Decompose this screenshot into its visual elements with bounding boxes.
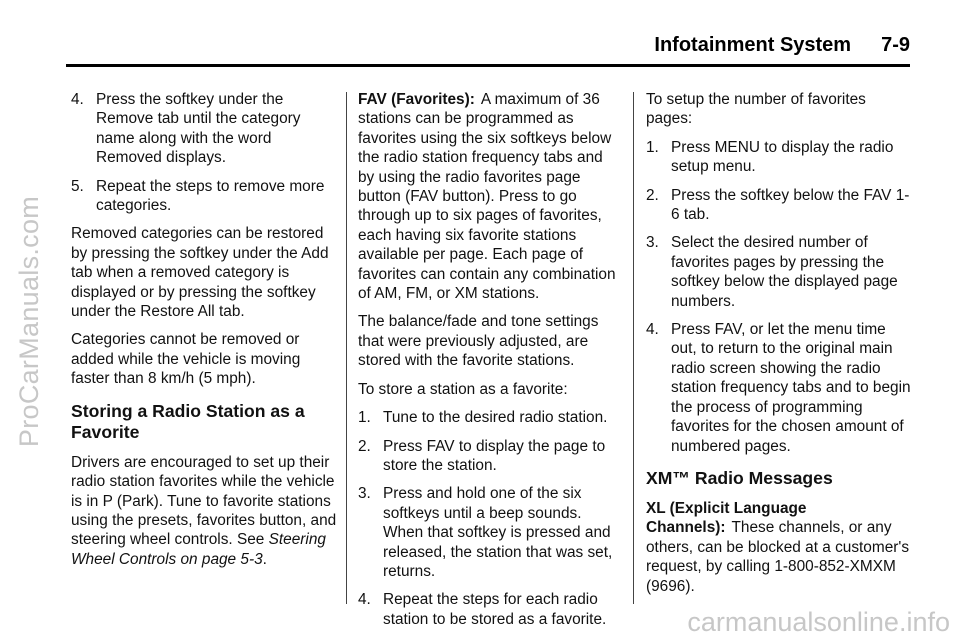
cross-reference-link[interactable]: Steering Wheel Controls on page 5-3 (71, 531, 326, 568)
side-watermark-text: ProCarManuals.com (14, 195, 45, 447)
step-number: 4. (358, 591, 371, 609)
list-item (646, 320, 914, 456)
step-text: Press the softkey under the Remove tab until the category name along with the word Removed displays. (96, 91, 301, 167)
section-heading: Storing a Radio Station as a Favorite (71, 400, 305, 442)
step-number: 2. (646, 186, 659, 204)
page-number: 7-9 (881, 34, 910, 56)
step-text: Repeat the steps for each radio station to be stored as a favorite. (383, 591, 607, 628)
term-label: FAV (Favorites): (358, 91, 475, 108)
step-text: Repeat the steps to remove more categories. (96, 177, 325, 215)
list-item (646, 233, 914, 311)
paragraph-end: . (262, 550, 267, 568)
list-item (646, 138, 914, 177)
list-item (71, 90, 337, 168)
bottom-watermark: carmanualsonline.info (687, 607, 950, 637)
step-number: 4. (646, 321, 659, 339)
column-divider-2 (633, 92, 634, 604)
step-text: Press FAV, or let the menu time out, to return to the original main radio screen showing the radio station frequency tabs and to begin the process of programming favorites for the chosen amount of numbered pages. (671, 321, 911, 455)
paragraph (71, 453, 337, 569)
list-item (358, 408, 620, 427)
paragraph: Categories cannot be removed or added while the vehicle is moving faster than 8 km/h (5 mph). (71, 331, 301, 388)
list-item (358, 590, 620, 629)
paragraph: To store a station as a favorite: (358, 380, 568, 398)
paragraph: To setup the number of favorites pages: (646, 91, 866, 128)
step-text: Press and hold one of the six softkeys until a beep sounds. When that softkey is pressed and released, the station that was set, returns. (383, 485, 613, 580)
step-number: 5. (71, 177, 84, 195)
paragraph: The balance/fade and tone settings that were previously adjusted, are stored with the favorite stations. (358, 313, 599, 370)
step-number: 4. (71, 91, 84, 108)
term-definition: A maximum of 36 stations can be programmed as favorites using the six softkeys below the radio station frequency tabs and by using the radio favorites page button (FAV button). Press to go through up to six pages of favorites, each having six favorite stations available per page. Each page of favorites can contain any combination of AM, FM, or XM stations. (358, 91, 616, 303)
column-1 (71, 90, 337, 578)
step-text: Press FAV to display the page to store the station. (383, 437, 606, 474)
column-divider-1 (346, 92, 347, 604)
step-text: Select the desired number of favorites pages by pressing the softkey below the displayed page numbers. (671, 234, 898, 310)
list-item (358, 484, 620, 581)
step-number: 2. (358, 437, 371, 455)
header-rule (66, 64, 910, 67)
step-number: 1. (358, 409, 371, 427)
step-text: Tune to the desired radio station. (383, 409, 608, 427)
paragraph (646, 499, 914, 596)
step-number: 3. (646, 234, 659, 252)
step-number: 3. (358, 485, 371, 503)
side-watermark (8, 0, 52, 642)
column-3 (646, 90, 914, 605)
list-item (71, 177, 337, 216)
step-text: Press the softkey below the FAV 1-6 tab. (671, 186, 910, 224)
paragraph: Removed categories can be restored by pressing the softkey under the Add tab when a removed category is displayed or by pressing the softkey under the Restore All tab. (71, 225, 329, 321)
step-number: 1. (646, 138, 659, 156)
term-label: XL (Explicit Language Channels): (646, 499, 807, 537)
column-2 (358, 90, 620, 638)
paragraph-text: Drivers are encouraged to set up their radio station favorites while the vehicle is in P (Park). Tune to favorite stations using the presets, favorites button, and steering wheel controls. See (71, 453, 337, 549)
list-item (646, 186, 914, 225)
list-item (358, 437, 620, 476)
paragraph (358, 90, 620, 303)
step-text: Press MENU to display the radio setup menu. (671, 138, 894, 176)
page-header (66, 34, 910, 57)
section-heading: XM™ Radio Messages (646, 467, 833, 488)
term-definition: These channels, or any others, can be blocked at a customer's request, by calling 1-800-852-XMXM (9696). (646, 519, 910, 595)
header-title: Infotainment System (654, 34, 852, 56)
